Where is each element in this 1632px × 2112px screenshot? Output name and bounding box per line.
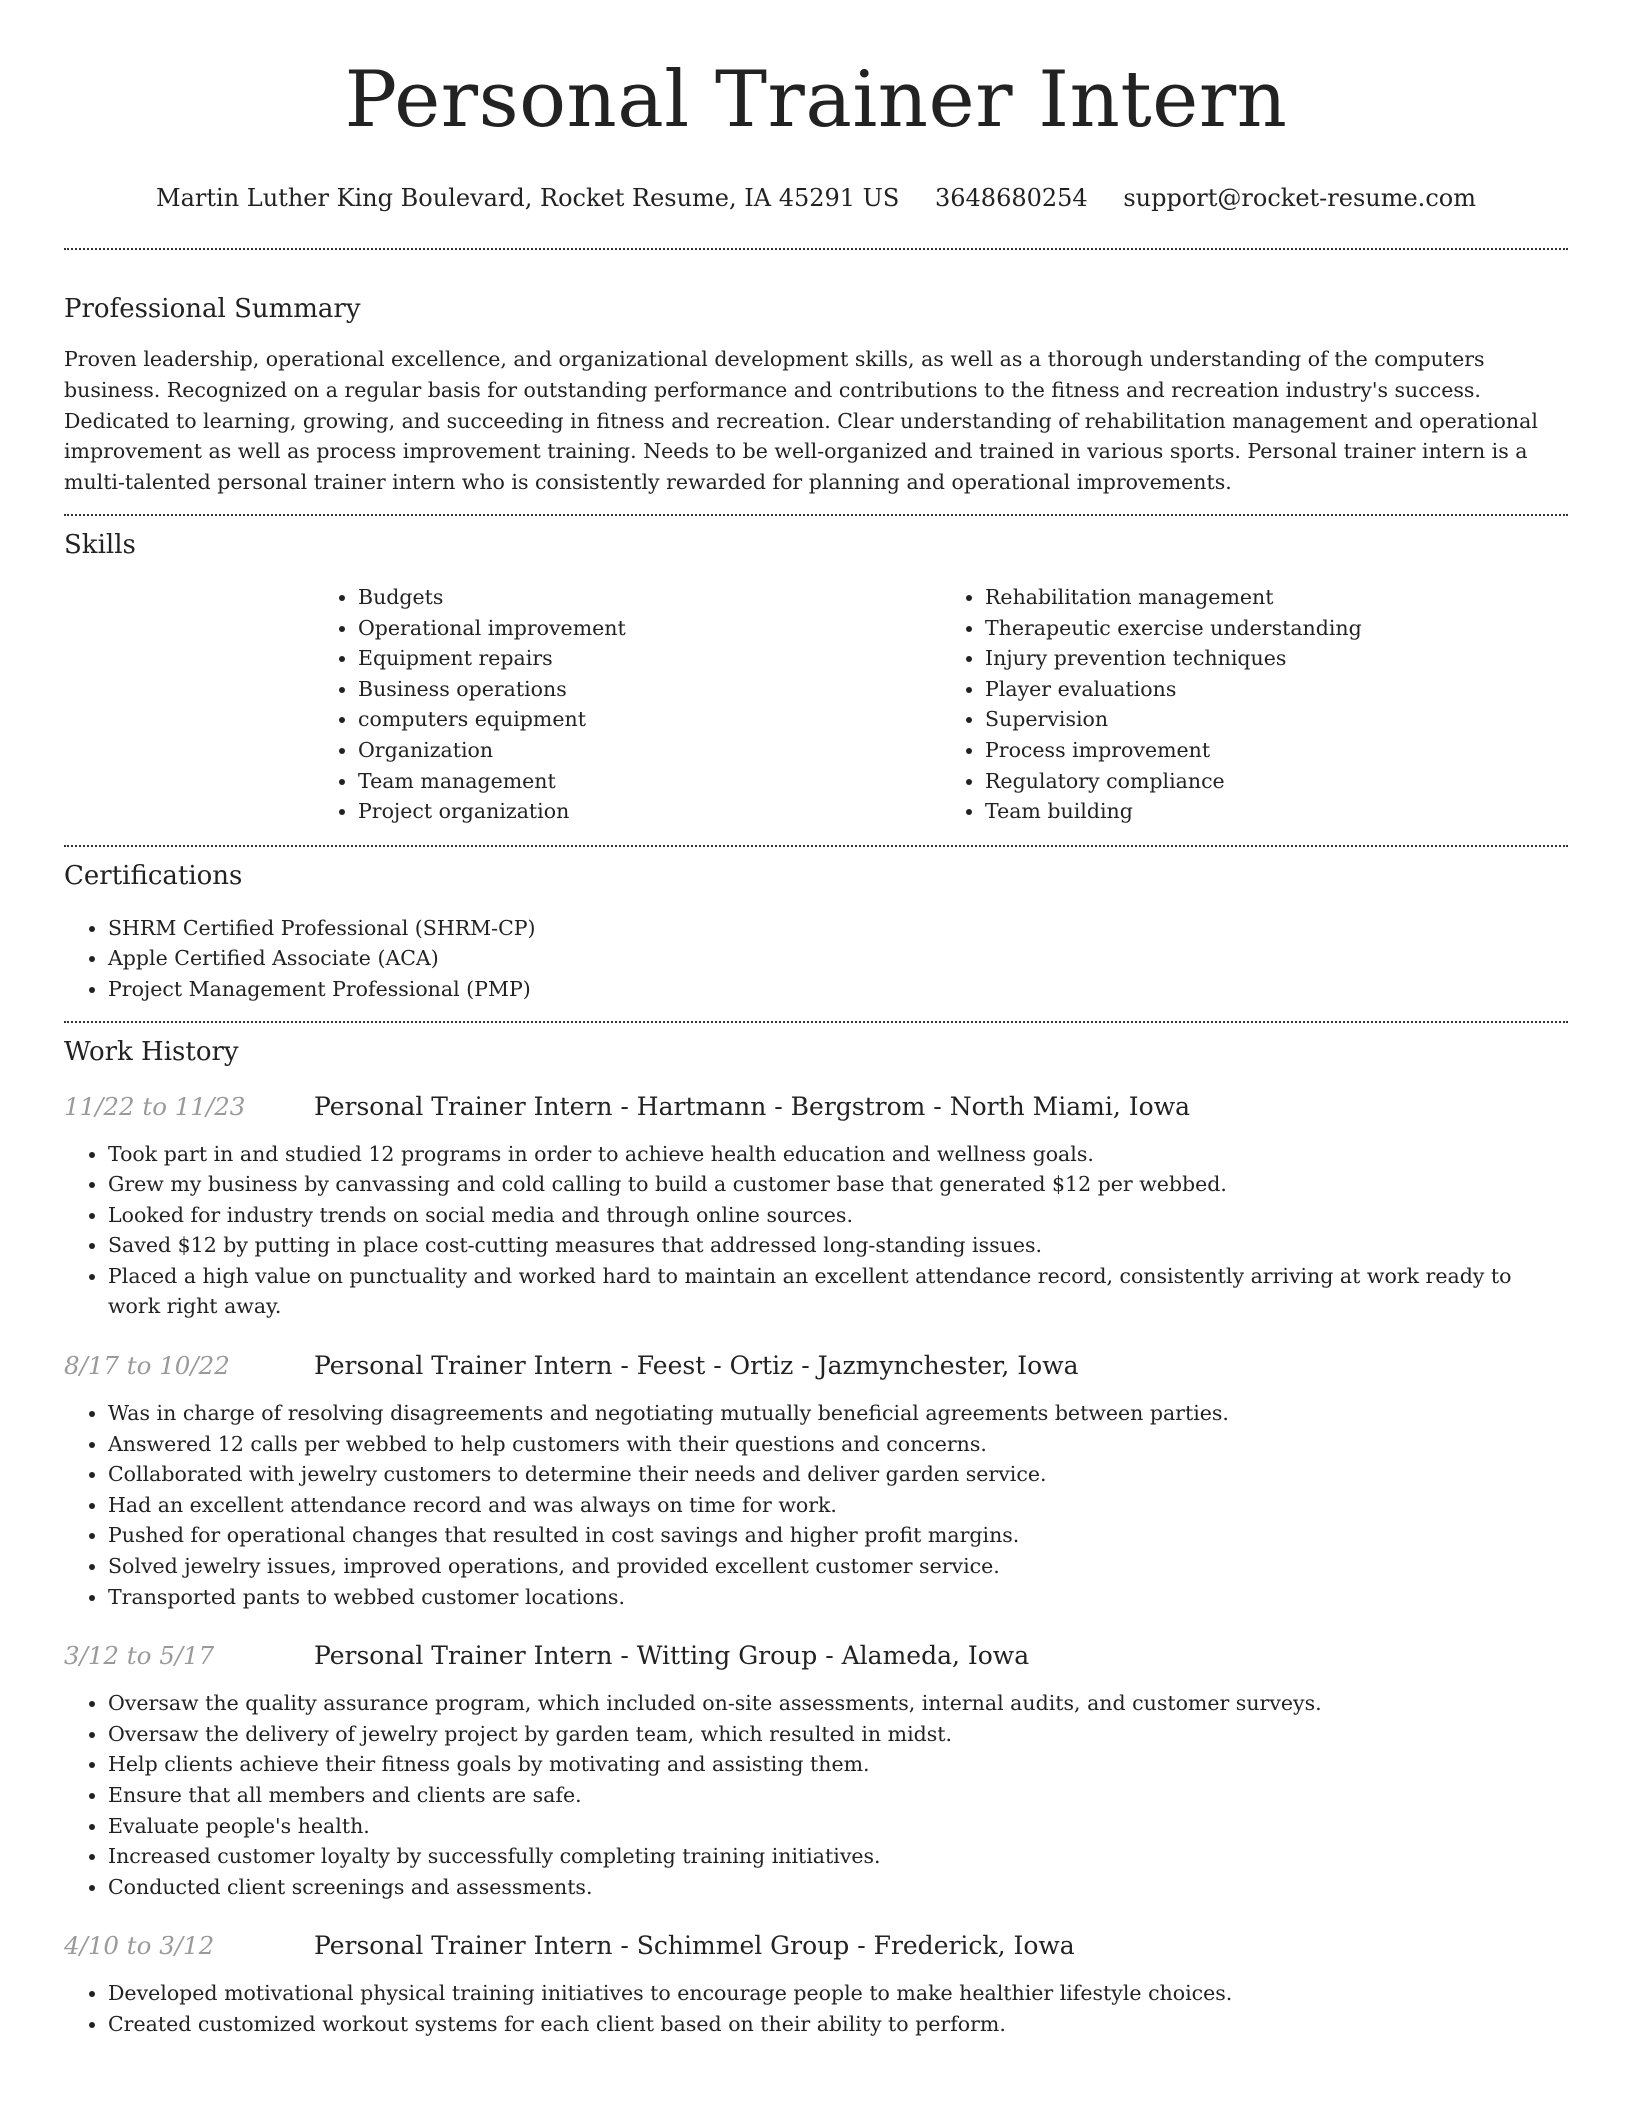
contact-line [64, 182, 1568, 214]
skill-item: • Injury prevention techniques [985, 643, 1568, 674]
job-entry [64, 1091, 1568, 1323]
skill-item: • Equipment repairs [358, 643, 941, 674]
skills-columns [314, 582, 1568, 827]
skill-item: • Business operations [358, 674, 941, 705]
job-dates: 8/17 to 10/22 [64, 1351, 230, 1381]
job-bullet: • Grew my business by canvassing and cold calling to build a customer base that generated $12 per webbed. [108, 1169, 1568, 1200]
address-text: Martin Luther King Boulevard, Rocket Resume, IA 45291 US [156, 184, 900, 212]
certification-item: • Apple Certified Associate (ACA) [108, 943, 1568, 974]
job-title: Personal Trainer Intern - Witting Group - Alameda, Iowa [314, 1641, 1030, 1671]
resume-title: Personal Trainer Intern [344, 55, 1288, 145]
job-entry [64, 1640, 1568, 1902]
job-bullet: • Answered 12 calls per webbed to help customers with their questions and concerns. [108, 1429, 1568, 1460]
section-divider [64, 514, 1568, 516]
job-bullet: • Had an excellent attendance record and was always on time for work. [108, 1490, 1568, 1521]
job-bullet: • Increased customer loyalty by successfully completing training initiatives. [108, 1841, 1568, 1872]
certification-item: • SHRM Certified Professional (SHRM-CP) [108, 913, 1568, 944]
work-history-section [64, 1035, 1568, 2040]
skill-item: • Team management [358, 766, 941, 797]
job-bullets [64, 1398, 1568, 1612]
skills-heading: Skills [64, 529, 136, 560]
section-divider [64, 845, 1568, 847]
job-entry [64, 1350, 1568, 1612]
jobs-container [64, 1091, 1568, 2040]
summary-text: Proven leadership, operational excellence, and organizational development skills, as well as a thorough understanding of the computers business. Recognized on a regular basis for outstanding performance and contributions to the fitness and recreation industry's success. Dedicated to learning, growing, and succeeding in fitness and recreation. Clear understanding of rehabilitation management and operational improvement as well as process improvement training. Needs to be well-organized and trained in various sports. Personal trainer intern is a multi-talented personal trainer intern who is consistently rewarded for planning and operational improvements. [64, 347, 1538, 495]
skill-item: • Organization [358, 735, 941, 766]
job-bullet: • Took part in and studied 12 programs in order to achieve health education and wellness goals. [108, 1139, 1568, 1170]
job-dates: 3/12 to 5/17 [64, 1641, 215, 1671]
job-bullet: • Transported pants to webbed customer locations. [108, 1582, 1568, 1613]
job-header [64, 1640, 1568, 1672]
skill-item: • Process improvement [985, 735, 1568, 766]
certifications-section [64, 859, 1568, 1005]
certifications-list [64, 913, 1568, 1005]
skill-item: • Budgets [358, 582, 941, 613]
skill-item: • Therapeutic exercise understanding [985, 613, 1568, 644]
job-bullet: • Saved $12 by putting in place cost-cutting measures that addressed long-standing issues. [108, 1230, 1568, 1261]
job-bullet: • Collaborated with jewelry customers to determine their needs and deliver garden service. [108, 1459, 1568, 1490]
phone-text: 3648680254 [935, 184, 1088, 212]
job-bullets [64, 1978, 1568, 2039]
job-header [64, 1930, 1568, 1962]
certifications-heading: Certifications [64, 860, 243, 891]
skill-item: • Operational improvement [358, 613, 941, 644]
job-bullet: • Oversaw the quality assurance program, which included on-site assessments, internal audits, and customer surveys. [108, 1688, 1568, 1719]
job-header [64, 1350, 1568, 1382]
job-bullet: • Was in charge of resolving disagreements and negotiating mutually beneficial agreements between parties. [108, 1398, 1568, 1429]
job-dates: 4/10 to 3/12 [64, 1931, 215, 1961]
job-bullet: • Evaluate people's health. [108, 1811, 1568, 1842]
skill-item: • Player evaluations [985, 674, 1568, 705]
job-bullet: • Help clients achieve their fitness goals by motivating and assisting them. [108, 1749, 1568, 1780]
job-bullet: • Conducted client screenings and assessments. [108, 1872, 1568, 1903]
skill-item: • Regulatory compliance [985, 766, 1568, 797]
job-title: Personal Trainer Intern - Hartmann - Bergstrom - North Miami, Iowa [314, 1091, 1191, 1121]
skill-item: • Supervision [985, 704, 1568, 735]
certification-item: • Project Management Professional (PMP) [108, 974, 1568, 1005]
job-bullet: • Pushed for operational changes that resulted in cost savings and higher profit margins. [108, 1520, 1568, 1551]
job-bullets [64, 1139, 1568, 1323]
summary-section [64, 292, 1568, 498]
job-bullet: • Ensure that all members and clients are safe. [108, 1780, 1568, 1811]
job-title: Personal Trainer Intern - Feest - Ortiz - Jazmynchester, Iowa [314, 1351, 1079, 1381]
job-bullets [64, 1688, 1568, 1902]
job-title: Personal Trainer Intern - Schimmel Group - Frederick, Iowa [314, 1931, 1075, 1961]
work-history-heading: Work History [64, 1036, 239, 1067]
job-bullet: • Placed a high value on punctuality and worked hard to maintain an excellent attendance record, consistently arriving at work ready to work right away. [108, 1261, 1568, 1322]
job-header [64, 1091, 1568, 1123]
job-bullet: • Solved jewelry issues, improved operations, and provided excellent customer service. [108, 1551, 1568, 1582]
job-entry [64, 1930, 1568, 2039]
job-bullet: • Looked for industry trends on social media and through online sources. [108, 1200, 1568, 1231]
skill-item: • Project organization [358, 796, 941, 827]
skill-item: • Rehabilitation management [985, 582, 1568, 613]
section-divider [64, 1021, 1568, 1023]
job-dates: 11/22 to 11/23 [64, 1091, 246, 1121]
skill-item: • computers equipment [358, 704, 941, 735]
job-bullet: • Created customized workout systems for each client based on their ability to perform. [108, 2009, 1568, 2040]
skills-list-right [941, 582, 1568, 827]
summary-heading: Professional Summary [64, 294, 361, 324]
email-link[interactable]: support@rocket-resume.com [1123, 184, 1476, 212]
job-bullet: • Oversaw the delivery of jewelry project by garden team, which resulted in midst. [108, 1719, 1568, 1750]
section-divider [64, 248, 1568, 250]
skill-item: • Team building [985, 796, 1568, 827]
skills-list-left [314, 582, 941, 827]
job-bullet: • Developed motivational physical training initiatives to encourage people to make healthier lifestyle choices. [108, 1978, 1568, 2009]
skills-section [64, 528, 1568, 827]
